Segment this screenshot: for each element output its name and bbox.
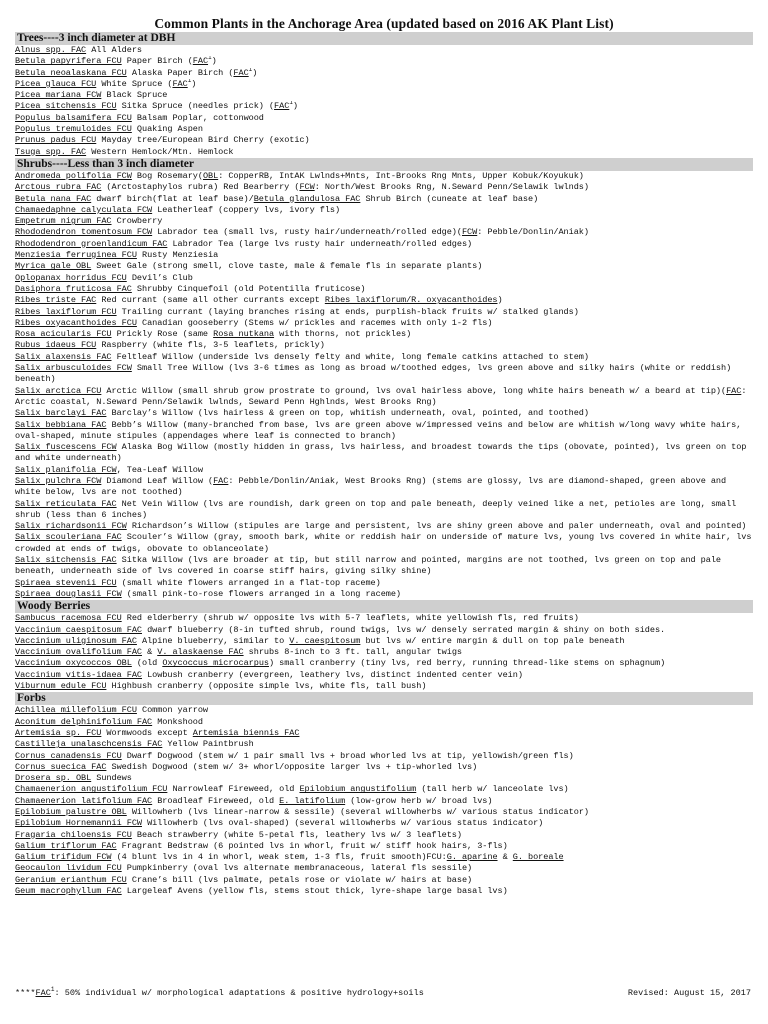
- entry-text: All Alders: [86, 45, 142, 55]
- entry-text: Leatherleaf (coppery lvs, ivory fls): [152, 204, 341, 215]
- species-name: Artemisia sp. FCU: [15, 727, 102, 738]
- plant-entry: [15, 784, 753, 795]
- entry-text: , Tea-Leaf Willow: [116, 464, 203, 475]
- plant-entry: [15, 307, 753, 318]
- footnote-mark: 1: [50, 986, 55, 994]
- entry-text: Arctic Willow (small shrub grow prostrate to ground, lvs oval hairless above, long white hairs beneath w/ a beard at tip)(: [101, 385, 727, 396]
- entry-text: Net Vein Willow (lvs are roundish, dark green on top and pale beneath, deeply veined like a net, petioles are long, small shrub (less than 6 inches): [15, 498, 737, 520]
- species-name: Andromeda polifolia FCW: [15, 170, 132, 181]
- plant-entry: [15, 135, 753, 146]
- entry-text: Highbush cranberry (opposite simple lvs, white fls, tall bush): [106, 681, 427, 692]
- entry-text: : CopperRB, IntAK Lwlnds+Mnts, Int-Brooks Rng Mnts, Upper Kobuk/Koyukuk): [218, 170, 584, 181]
- document-title: Common Plants in the Anchorage Area (updated based on 2016 AK Plant List): [154, 16, 614, 31]
- entry-text: Sundews: [91, 773, 132, 784]
- species-name: Rhododendron groenlandicum FAC: [15, 238, 168, 249]
- entry-text: Quaking Aspen: [131, 124, 203, 135]
- species-name: Epilobium palustre OBL: [15, 807, 127, 817]
- species-name: Ribes laxiflorum FCU: [15, 306, 117, 317]
- plant-entry: [15, 625, 753, 636]
- species-name: Chamaedaphne calyculata FCW: [15, 204, 153, 215]
- entry-text: Feltleaf Willow (underside lvs densely felty and white, long female catkins attached to stem): [111, 351, 589, 362]
- entry-text: (small pink-to-rose flowers arranged in a long raceme): [121, 588, 402, 599]
- entry-text: ): [292, 101, 298, 112]
- species-name: OBL: [202, 170, 219, 181]
- species-name: Prunus padus FCU: [15, 135, 97, 146]
- species-name: Salix barclayi FAC: [15, 408, 107, 419]
- entry-text: White Spruce (: [96, 78, 173, 89]
- entry-text: Pumpkinberry (oval lvs alternate membranaceous, lateral fls sessile): [121, 863, 473, 874]
- entry-text: Swedish Dogwood (stem w/ 3+ whorl/opposite larger lvs + tip-whorled lvs): [106, 761, 478, 772]
- plant-entry: [15, 465, 753, 476]
- species-name: Rosa acicularis FCU: [15, 329, 112, 340]
- entry-text: Dwarf Dogwood (stem w/ 1 pair small lvs + broad whorled lvs at tip, yellowish/green fls): [121, 750, 574, 761]
- entry-text: ): [211, 56, 217, 67]
- plant-entry: [15, 239, 753, 250]
- plant-entry: [15, 532, 753, 555]
- plant-entry: [15, 284, 753, 295]
- species-name: Salix alaxensis FAC: [15, 351, 112, 362]
- plant-entry: [15, 841, 753, 852]
- entry-text: ) small cranberry (tiny lvs, red berry, running thread-like stems on sphagnum): [268, 658, 666, 669]
- species-name: Picea sitchensis FCU: [15, 101, 117, 112]
- plant-entry: [15, 476, 753, 499]
- entry-text: Common yarrow: [136, 705, 209, 716]
- species-name: Geocaulon lividum FCU: [15, 863, 122, 874]
- plant-entry: [15, 442, 753, 465]
- entry-text: Sitka Willow (lvs are broader at tip, but still narrow and pointed, margins are not toothed, lvs green on top and pale beneath, underneath side of lvs covered in coarse stiff hairs, giving silky shine): [15, 555, 721, 577]
- entry-text: Paper Birch (: [121, 56, 193, 67]
- species-name: Chamaenerion angustifolium FCU: [15, 784, 168, 795]
- species-name: E. latifolium: [279, 795, 346, 806]
- species-name: Viburnum edule FCU: [15, 681, 107, 692]
- entry-text: Balsam Poplar, cottonwood: [131, 112, 264, 123]
- plant-entry: [15, 830, 753, 841]
- entry-text: Diamond Leaf Willow (: [101, 475, 214, 486]
- entry-text: (4 blunt lvs in 4 in whorl, weak stem, 1-3 fls, fruit smooth)FCU:: [111, 852, 447, 863]
- plant-entry: [15, 762, 753, 773]
- entry-text: : North/West Brooks Rng, N.Seward Penn/Selawik lwlnds): [314, 182, 589, 193]
- footer-note: [15, 988, 424, 998]
- plant-entry: [15, 875, 753, 886]
- species-name: Salix planifolia FCW: [15, 464, 117, 475]
- plant-entry: [15, 705, 753, 716]
- plant-entry: [15, 717, 753, 728]
- species-name: Ribes laxiflorum/R. oxyacanthoides: [324, 295, 498, 306]
- entry-text: Black Spruce: [101, 90, 168, 101]
- species-name: Cornus suecica FAC: [15, 761, 107, 772]
- entry-text: ****: [15, 988, 36, 998]
- plant-entry: [15, 227, 753, 238]
- plant-entry: [15, 250, 753, 261]
- species-name: Sambucus racemosa FCU: [15, 613, 122, 624]
- species-name: Epilobium Hornemannii FCW: [15, 818, 142, 829]
- plant-entry: [15, 728, 753, 739]
- entry-text: dwarf birch(flat at leaf base)/: [91, 193, 254, 204]
- species-name: Chamaenerion latifolium FAC: [15, 795, 153, 806]
- plant-entry: [15, 329, 753, 340]
- entry-text: Scouler’s Willow (gray, smooth bark, white or reddish hair on underside of mature lvs, young lvs covered in white hair, lvs crowded at ends of twigs, obovate to oblanceolate): [15, 532, 752, 554]
- species-name: FAC: [726, 385, 742, 396]
- plant-entry: [15, 363, 753, 386]
- plant-entry: [15, 578, 753, 589]
- species-name: Betula papyrifera FCU: [15, 56, 122, 67]
- entry-text: Red currant (same all other currants except: [96, 295, 325, 306]
- entry-text: Lowbush cranberry (evergreen, leathery lvs, distinct indented center vein): [141, 669, 523, 680]
- species-name: Rhododendron tomentosum FCW: [15, 227, 153, 238]
- species-name: FAC: [35, 988, 51, 998]
- species-name: FAC: [274, 101, 290, 112]
- species-name: Cornus canadensis FCU: [15, 750, 122, 761]
- species-name: Alnus spp. FAC: [15, 45, 87, 55]
- species-name: Vaccinium ovalifolium FAC: [15, 647, 142, 658]
- plant-entry: [15, 182, 753, 193]
- document: [15, 16, 753, 897]
- species-name: Oxycoccus microcarpus: [162, 658, 269, 669]
- footnote-mark: 1: [187, 78, 192, 85]
- section-header: Woody Berries: [15, 600, 753, 613]
- species-name: Populus tremuloides FCU: [15, 124, 132, 135]
- plant-entry: [15, 751, 753, 762]
- species-name: Salix arctica FCU: [15, 385, 102, 396]
- entry-text: Sweet Gale (strong smell, clove taste, male & female fls in separate plants): [91, 261, 483, 272]
- plant-entry: [15, 352, 753, 363]
- entry-text: ): [191, 78, 197, 89]
- species-name: Salix sitchensis FAC: [15, 555, 117, 566]
- entry-text: Willowherb (lvs linear-narrow & sessile) (several willowherbs w/ various status indicator): [126, 807, 589, 817]
- plant-entry: [15, 408, 753, 419]
- species-name: Salix scouleriana FAC: [15, 532, 122, 543]
- species-name: FAC: [233, 67, 249, 78]
- entry-text: &: [141, 647, 158, 658]
- entry-text: Bebb’s Willow (many-branched from base, lvs are green above w/impressed veins and below are whitish w/long wavy white hairs, oval-shaped, minute stipules (appendages where leaf is connected to branch): [15, 419, 742, 441]
- entry-text: Prickly Rose (same: [111, 329, 214, 340]
- entry-text: Beach strawberry (white 5-petal fls, leathery lvs w/ 3 leaflets): [131, 829, 462, 840]
- plant-entry: [15, 818, 753, 829]
- entry-text: (old: [131, 658, 163, 669]
- plant-entry: [15, 124, 753, 135]
- plant-entry: [15, 216, 753, 227]
- species-name: Populus balsamifera FCU: [15, 112, 132, 123]
- entry-text: Alaska Paper Birch (: [126, 67, 234, 78]
- species-name: Vaccinium vitis-idaea FAC: [15, 669, 142, 680]
- plant-entry: [15, 101, 753, 112]
- species-name: Oplopanax horridus FCU: [15, 272, 127, 283]
- species-name: Arctous rubra FAC: [15, 182, 102, 193]
- entry-text: Narrowleaf Fireweed, old: [167, 784, 300, 795]
- plant-entry: [15, 521, 753, 532]
- plant-entry: [15, 807, 753, 818]
- entry-text: Alpine blueberry, similar to: [136, 635, 290, 646]
- footnote-mark: 1: [289, 101, 293, 107]
- plant-entry: [15, 261, 753, 272]
- species-name: Salix pulchra FCW: [15, 475, 102, 486]
- species-name: Rosa nutkana: [213, 329, 275, 340]
- entry-text: Raspberry (white fls, 3-5 leaflets, prickly): [96, 340, 325, 351]
- plant-entry: [15, 205, 753, 216]
- entry-text: Mayday tree/European Bird Cherry (exotic): [96, 135, 310, 146]
- plant-entry: [15, 45, 753, 56]
- species-name: V. caespitosum: [289, 635, 361, 646]
- entry-text: with thorns, not prickles): [274, 329, 412, 340]
- entry-text: Yellow Paintbrush: [162, 739, 254, 750]
- species-name: V. alaskaense FAC: [157, 647, 244, 658]
- footnote-mark: 1: [208, 56, 212, 62]
- entry-text: Alaska Bog Willow (mostly hidden in grass, lvs hairless, and broadest towards the tips (obovate, pointed), lvs green on top and white underneath): [15, 442, 747, 464]
- plant-entry: [15, 636, 753, 647]
- plant-entry: [15, 499, 753, 522]
- entry-text: shrubs 8-inch to 3 ft. tall, angular twigs: [243, 647, 462, 658]
- entry-text: Devil’s Club: [126, 272, 193, 283]
- footnote-mark: 1: [248, 67, 253, 73]
- plant-entry: [15, 318, 753, 329]
- entry-text: Labrador Tea (large lvs rusty hair underneath/rolled edges): [167, 238, 473, 249]
- species-name: Drosera sp. OBL: [15, 773, 92, 784]
- plant-entry: [15, 90, 753, 101]
- species-name: Empetrum nigrum FAC: [15, 216, 112, 227]
- plant-entry: [15, 886, 753, 897]
- species-name: Menziesia ferruginea FCU: [15, 250, 137, 261]
- plant-entry: [15, 613, 753, 624]
- entry-text: Shrubby Cinquefoil (old Potentilla fruticose): [131, 283, 366, 294]
- plant-entry: [15, 194, 753, 205]
- entry-text: Canadian gooseberry (Stems w/ prickles and racemes with only 1-2 fls): [136, 317, 493, 328]
- sections-container: [15, 32, 753, 897]
- species-name: Vaccinium uliginosum FAC: [15, 635, 137, 646]
- entry-text: Richardson’s Willow (stipules are large and persistent, lvs are shiny green above and paler underneath, oval and pointed): [126, 521, 747, 532]
- species-name: FAC: [192, 56, 209, 67]
- species-name: Salix reticulata FAC: [15, 498, 117, 509]
- entry-text: Western Hemlock/Mtn. Hemlock: [86, 146, 234, 157]
- species-name: Artemisia biennis FAC: [192, 727, 300, 738]
- species-name: Tsuga spp. FAC: [15, 146, 87, 157]
- entry-text: Willowherb (lvs oval-shaped) (several willowherbs w/ various status indicator): [141, 818, 544, 829]
- plant-entry: [15, 681, 753, 692]
- species-name: Betula nana FAC: [15, 193, 92, 204]
- species-name: Galium trifidum FCW: [15, 852, 112, 863]
- plant-entry: [15, 340, 753, 351]
- plant-entry: [15, 796, 753, 807]
- plant-entry: [15, 647, 753, 658]
- species-name: FCW: [299, 182, 315, 193]
- footer: [15, 987, 753, 999]
- entry-text: Rusty Menziesia: [136, 250, 219, 261]
- species-name: Fragaria chiloensis FCU: [15, 829, 132, 840]
- plant-entry: [15, 555, 753, 578]
- species-name: Castilleja unalaschcensis FAC: [15, 739, 163, 750]
- section-header: Trees----3 inch diameter at DBH: [15, 32, 753, 45]
- species-name: Rubus idaeus FCU: [15, 340, 97, 351]
- entry-text: : Arctic coastal, N.Seward Penn/Selawik lwlnds, Seward Penn Hghlnds, West Brooks Rng): [15, 385, 747, 407]
- plant-entry: [15, 386, 753, 409]
- species-name: Spiraea douglasii FCW: [15, 588, 122, 599]
- plant-entry: [15, 79, 753, 90]
- entry-text: but lvs w/ entire margin & dull on top pale beneath: [360, 635, 625, 646]
- species-name: Geum macrophyllum FAC: [15, 886, 122, 897]
- species-name: Betula neoalaskana FCU: [15, 67, 127, 78]
- plant-entry: [15, 658, 753, 669]
- entry-text: Trailing currant (laying branches rising at ends, purplish-black fruits w/ stalked glands): [116, 306, 579, 317]
- species-name: Betula glandulosa FAC: [253, 193, 361, 204]
- plant-entry: [15, 589, 753, 600]
- entry-text: ): [497, 295, 503, 306]
- plant-entry: [15, 56, 753, 67]
- species-name: Ribes oxyacanthoides FCU: [15, 317, 137, 328]
- entry-text: : 50% individual w/ morphological adaptations & positive hydrology+soils: [54, 988, 424, 998]
- section-header: Shrubs----Less than 3 inch diameter: [15, 158, 753, 171]
- species-name: FAC: [213, 475, 229, 486]
- entry-text: Fragrant Bedstraw (6 pointed lvs in whorl, fruit w/ stiff hook hairs, 3-fls): [116, 840, 508, 851]
- entry-text: Monkshood: [152, 716, 203, 727]
- species-name: Salix fuscescens FCW: [15, 442, 117, 453]
- entry-text: (small white flowers arranged in a flat-top raceme): [116, 577, 381, 588]
- species-name: Galium triflorum FAC: [15, 840, 117, 851]
- species-name: G. boreale: [512, 852, 564, 863]
- species-name: Vaccinium oxycoccos OBL: [15, 658, 132, 669]
- entry-text: Labrador tea (small lvs, rusty hair/underneath/rolled edge)(: [152, 227, 462, 238]
- entry-text: (low-grow herb w/ broad lvs): [345, 795, 493, 806]
- plant-entry: [15, 670, 753, 681]
- entry-text: &: [497, 852, 513, 863]
- species-name: Achillea millefolium FCU: [15, 705, 137, 716]
- entry-text: dwarf blueberry (8-in tufted shrub, round twigs, lvs w/ densely serrated margin & shiny on both sides.: [141, 624, 666, 635]
- entry-text: Sitka Spruce (needles prick) (: [116, 101, 275, 112]
- entry-text: Red elderberry (shrub w/ opposite lvs with 5-7 leaflets, white yellowish fls, red fruits): [121, 613, 579, 624]
- entry-text: Bog Rosemary(: [131, 170, 203, 181]
- species-name: Ribes triste FAC: [15, 295, 97, 306]
- entry-text: Crane’s bill (lvs palmate, petals rose or violate w/ hairs at base): [126, 874, 473, 885]
- entry-text: : Pebble/Donlin/Aniak, West Brooks Rng) (stems are glossy, lvs are diamond-shaped, green above and white below, lvs are not toothed): [15, 475, 727, 498]
- revised-date: Revised: August 15, 2017: [627, 988, 751, 998]
- entry-text: ): [252, 67, 258, 78]
- plant-entry: [15, 773, 753, 784]
- entry-text: Broadleaf Fireweed, old: [152, 795, 280, 806]
- species-name: Salix richardsonii FCW: [15, 521, 127, 532]
- entry-text: Barclay’s Willow (lvs hairless & green on top, whitish underneath, oval, pointed, and toothed): [106, 408, 589, 419]
- species-name: Vaccinium caespitosum FAC: [15, 624, 142, 635]
- plant-entry: [15, 852, 753, 863]
- plant-entry: [15, 171, 753, 182]
- plant-entry: [15, 420, 753, 443]
- species-name: Epilobium angustifolium: [299, 784, 417, 795]
- species-name: Geranium erianthum FCU: [15, 874, 127, 885]
- species-name: Myrica gale OBL: [15, 261, 92, 272]
- plant-entry: [15, 113, 753, 124]
- species-name: Salix bebbiana FAC: [15, 419, 107, 430]
- species-name: Picea glauca FCU: [15, 78, 97, 89]
- section-header: Forbs: [15, 692, 753, 705]
- entry-text: : Pebble/Donlin/Aniak): [477, 227, 589, 238]
- species-name: Spiraea stevenii FCU: [15, 577, 117, 588]
- entry-text: (tall herb w/ lanceolate lvs): [416, 784, 569, 795]
- plant-entry: [15, 295, 753, 306]
- species-name: Salix arbusculoides FCW: [15, 363, 132, 374]
- species-name: FCW: [461, 227, 478, 238]
- entry-text: Small Tree Willow (lvs 3-6 times as long as broad w/toothed edges, lvs green above and silky hairs (white or reddish) beneath): [15, 363, 732, 385]
- entry-text: Crowberry: [111, 216, 163, 227]
- plant-entry: [15, 273, 753, 284]
- entry-text: (Arctostaphylos rubra) Red Bearberry (: [101, 182, 300, 193]
- entry-text: Largeleaf Avens (yellow fls, stems stout thick, lyre-shape large basal lvs): [121, 886, 508, 897]
- entry-text: Shrub Birch (cuneate at leaf base): [360, 193, 539, 204]
- entry-text: Wormwoods except: [101, 727, 193, 738]
- species-name: Aconitum delphinifolium FAC: [15, 716, 153, 727]
- species-name: Picea mariana FCW: [15, 90, 102, 101]
- species-name: FAC: [172, 78, 188, 89]
- plant-entry: [15, 863, 753, 874]
- species-name: Dasiphora fruticosa FAC: [15, 283, 132, 294]
- plant-entry: [15, 739, 753, 750]
- plant-entry: [15, 68, 753, 79]
- plant-entry: [15, 147, 753, 158]
- species-name: G. aparine: [446, 852, 498, 863]
